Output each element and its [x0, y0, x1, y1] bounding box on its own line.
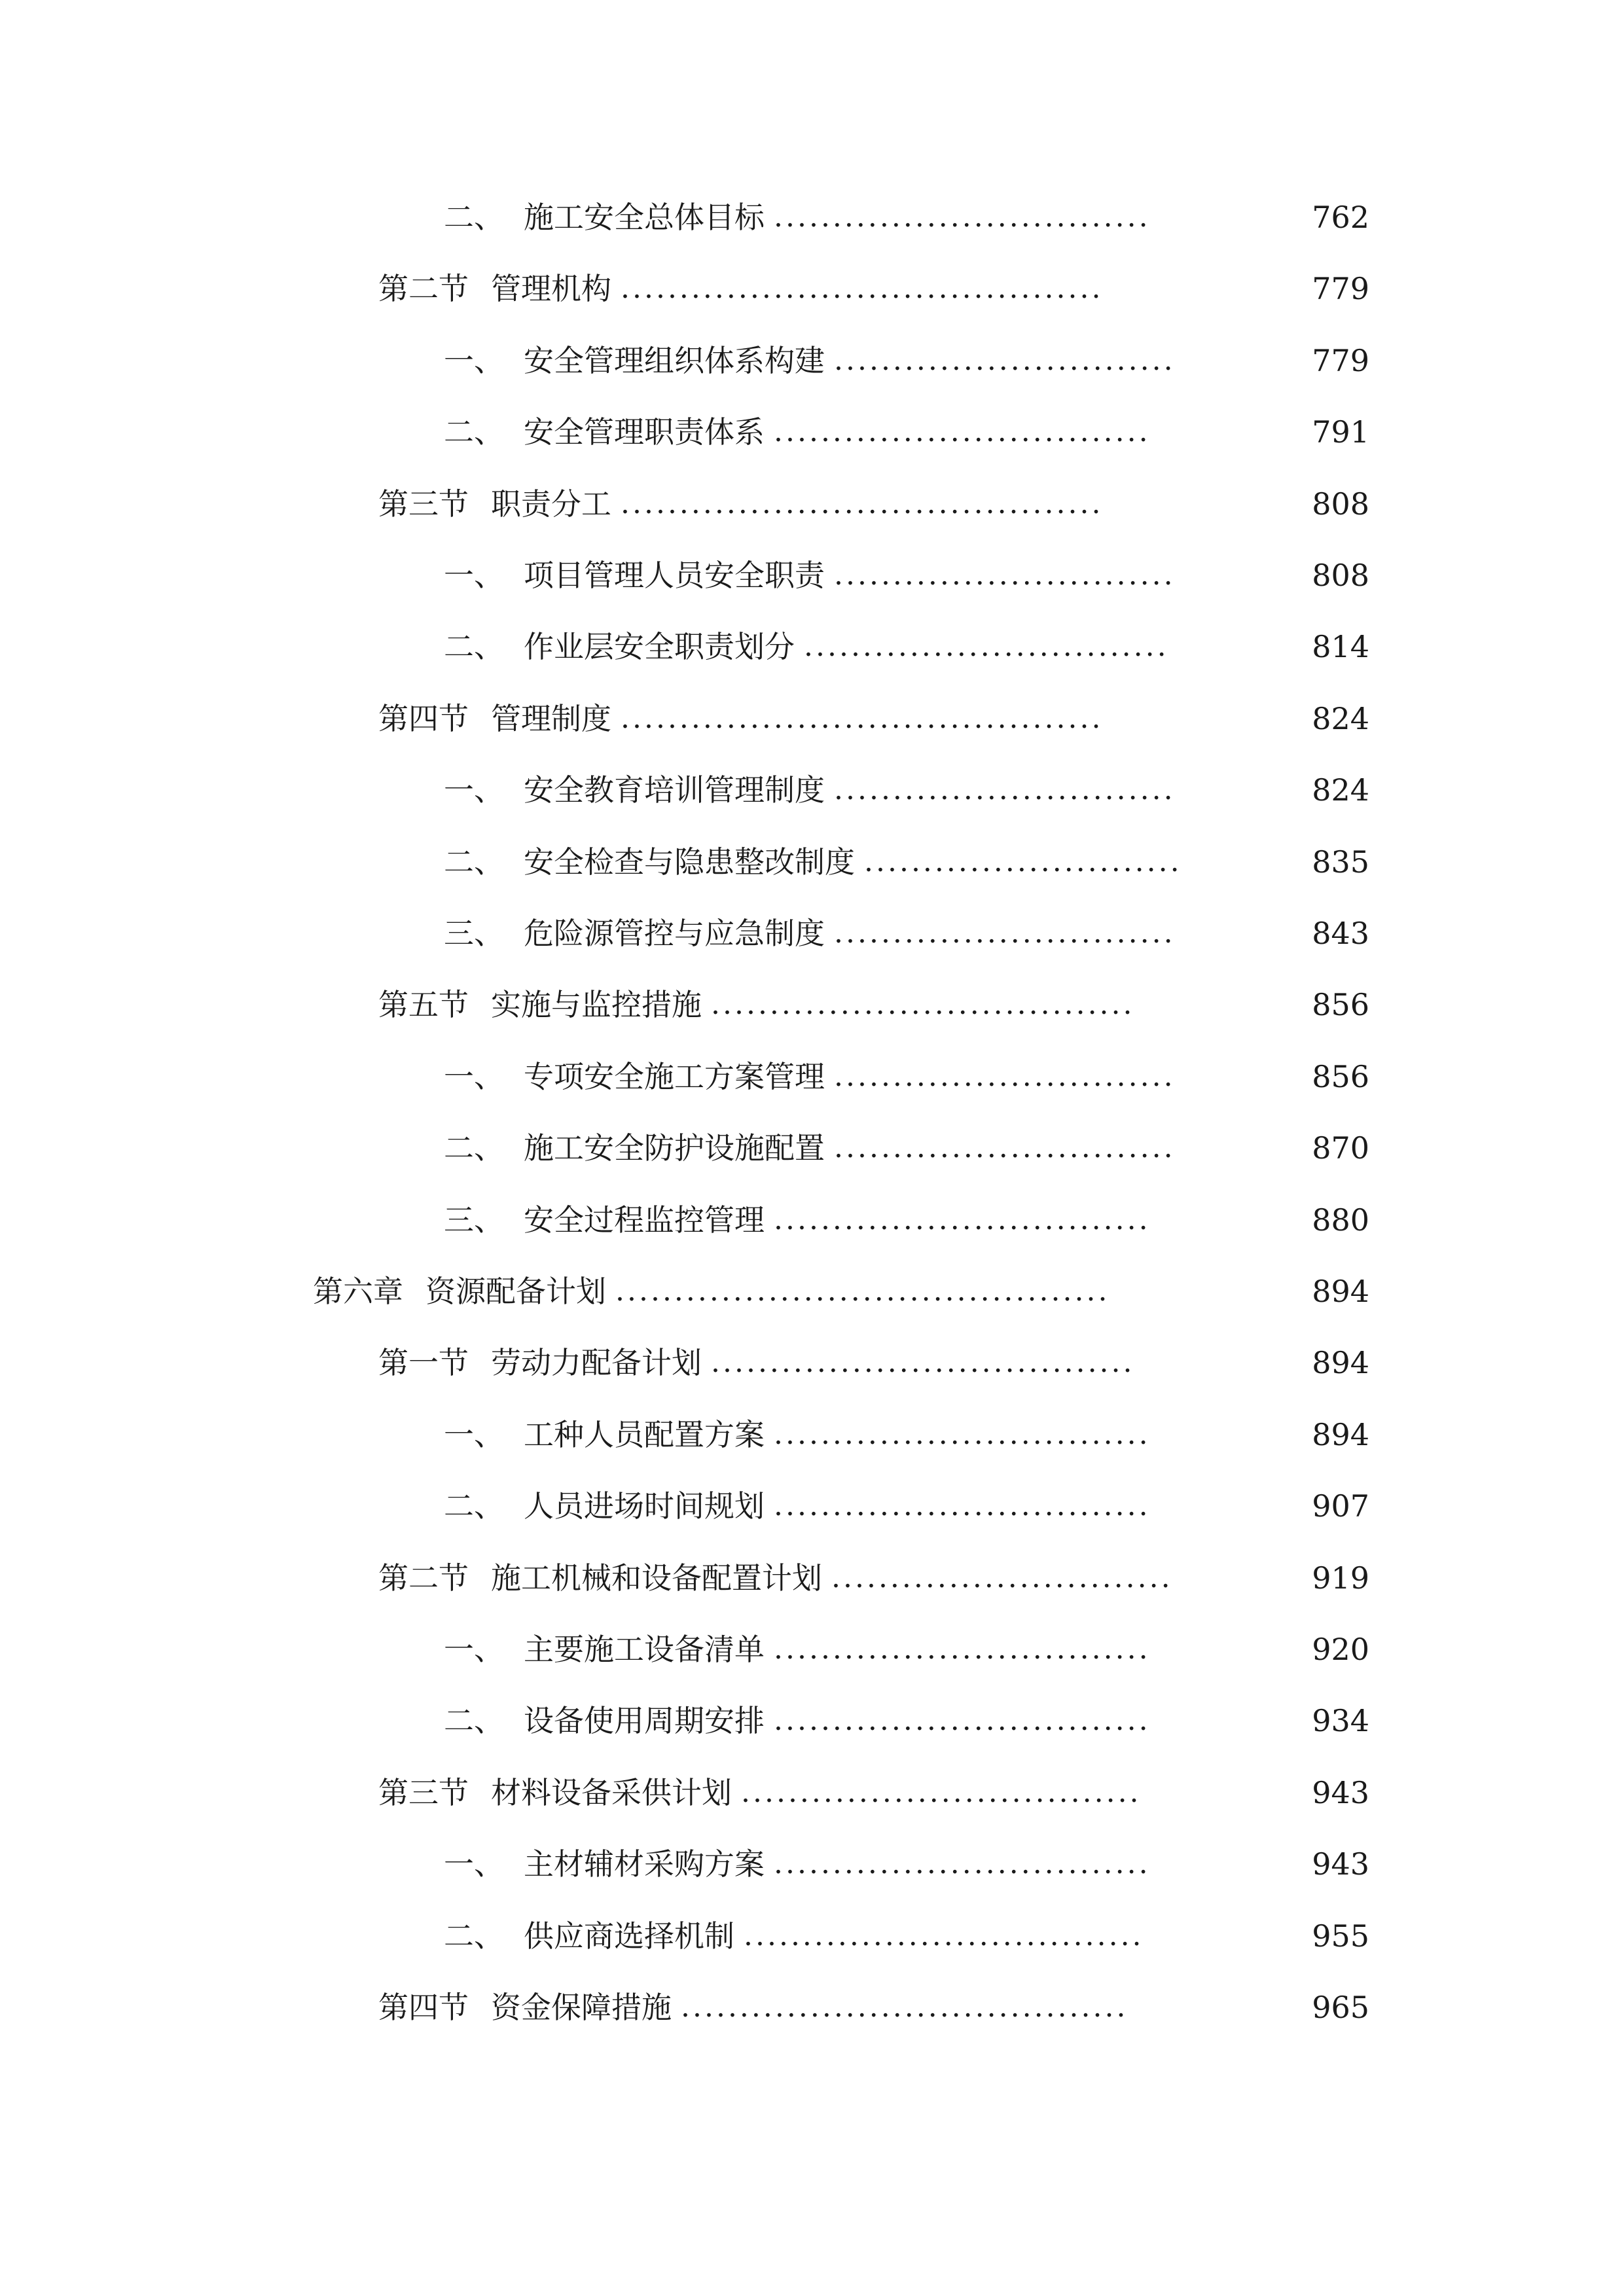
toc-entry-page-number: 808 — [1312, 558, 1369, 593]
toc-entry-prefix: 第三节 — [378, 486, 469, 522]
toc-entry-page-number: 843 — [1312, 916, 1369, 951]
toc-entry[interactable] — [0, 1122, 1624, 1174]
toc-entry[interactable] — [0, 1910, 1624, 1962]
toc-entry-prefix: 一、 — [444, 1417, 504, 1452]
toc-entry-title: 工种人员配置方案 — [524, 1417, 765, 1452]
toc-entry[interactable] — [0, 1552, 1624, 1604]
toc-entry-prefix: 一、 — [444, 1846, 504, 1882]
toc-leader-dots: ................................ — [774, 415, 1151, 448]
toc-entry-page-number: 856 — [1312, 1059, 1369, 1094]
toc-entry-prefix: 一、 — [444, 1632, 504, 1667]
toc-entry[interactable] — [0, 1050, 1624, 1103]
toc-leader-dots: .................................. — [741, 1776, 1142, 1809]
toc-entry[interactable] — [0, 334, 1624, 387]
toc-entry-title: 实施与监控措施 — [491, 987, 702, 1022]
toc-entry-title: 资源配备计划 — [425, 1274, 606, 1309]
toc-entry-page-number: 894 — [1312, 1417, 1369, 1452]
toc-entry-page-number: 762 — [1312, 200, 1369, 235]
toc-entry-title: 安全检查与隐患整改制度 — [524, 844, 855, 880]
toc-entry[interactable] — [0, 1194, 1624, 1246]
toc-entry-prefix: 第四节 — [378, 1990, 469, 2025]
toc-entry[interactable] — [0, 191, 1624, 243]
toc-entry-title: 人员进场时间规划 — [524, 1488, 765, 1524]
toc-leader-dots: ............................. — [834, 1131, 1176, 1164]
toc-entry-prefix: 一、 — [444, 772, 504, 808]
toc-entry-page-number: 824 — [1312, 701, 1369, 736]
toc-entry[interactable] — [0, 549, 1624, 601]
toc-entry-prefix: 二、 — [444, 200, 504, 235]
toc-entry-prefix: 第三节 — [378, 1775, 469, 1810]
toc-entry-page-number: 808 — [1312, 486, 1369, 522]
toc-entry-title: 安全管理组织体系构建 — [524, 343, 825, 378]
toc-entry-prefix: 一、 — [444, 343, 504, 378]
toc-leader-dots: .................................. — [744, 1919, 1144, 1952]
toc-leader-dots: ......................................... — [621, 487, 1104, 520]
toc-entry-title: 材料设备采供计划 — [491, 1775, 732, 1810]
toc-entry[interactable] — [0, 692, 1624, 745]
toc-entry-page-number: 943 — [1312, 1846, 1369, 1882]
toc-entry-prefix: 第五节 — [378, 987, 469, 1022]
toc-leader-dots: ................................ — [774, 1489, 1151, 1522]
toc-entry-prefix: 二、 — [444, 629, 504, 664]
toc-entry-title: 主要施工设备清单 — [524, 1632, 765, 1667]
toc-entry-page-number: 907 — [1312, 1488, 1369, 1524]
toc-entry[interactable] — [0, 1480, 1624, 1532]
toc-entry-page-number: 880 — [1312, 1202, 1369, 1238]
toc-leader-dots: ............................... — [804, 630, 1169, 663]
toc-leader-dots: ........................... — [864, 845, 1182, 878]
toc-leader-dots: ................................ — [774, 1418, 1151, 1451]
toc-entry-prefix: 第四节 — [378, 701, 469, 736]
toc-entry[interactable] — [0, 1838, 1624, 1890]
toc-entry-prefix: 第二节 — [378, 1560, 469, 1596]
toc-entry-title: 设备使用周期安排 — [524, 1703, 765, 1738]
toc-entry-page-number: 779 — [1312, 271, 1369, 306]
toc-entry[interactable] — [0, 1623, 1624, 1676]
toc-leader-dots: .................................... — [711, 1346, 1135, 1379]
toc-entry-title: 危险源管控与应急制度 — [524, 916, 825, 951]
toc-entry-page-number: 934 — [1312, 1703, 1369, 1738]
toc-leader-dots: ......................................... — [621, 702, 1104, 735]
toc-entry-prefix: 二、 — [444, 1703, 504, 1738]
toc-entry[interactable] — [0, 262, 1624, 315]
toc-entry-prefix: 三、 — [444, 1202, 504, 1238]
toc-entry-title: 管理机构 — [491, 271, 611, 306]
toc-entry[interactable] — [0, 1767, 1624, 1819]
toc-entry-page-number: 965 — [1312, 1990, 1369, 2025]
toc-leader-dots: ...................................... — [681, 1990, 1128, 2024]
toc-entry-page-number: 870 — [1312, 1130, 1369, 1166]
toc-entry-title: 安全教育培训管理制度 — [524, 772, 825, 808]
toc-entry-title: 职责分工 — [491, 486, 611, 522]
toc-entry-title: 安全管理职责体系 — [524, 414, 765, 450]
toc-entry-page-number: 920 — [1312, 1632, 1369, 1667]
toc-leader-dots: ............................. — [834, 1060, 1176, 1093]
toc-entry-page-number: 894 — [1312, 1274, 1369, 1309]
toc-entry-prefix: 一、 — [444, 1059, 504, 1094]
toc-entry-title: 作业层安全职责划分 — [524, 629, 795, 664]
toc-entry-page-number: 791 — [1312, 414, 1369, 450]
toc-leader-dots: ............................. — [834, 344, 1176, 377]
toc-leader-dots: ................................ — [774, 1704, 1151, 1737]
toc-entry-prefix: 二、 — [444, 1918, 504, 1954]
toc-entry-title: 施工安全总体目标 — [524, 200, 765, 235]
toc-leader-dots: .................................... — [711, 988, 1135, 1021]
toc-entry[interactable] — [0, 836, 1624, 888]
toc-entry[interactable] — [0, 1981, 1624, 2034]
toc-entry-title: 施工机械和设备配置计划 — [491, 1560, 822, 1596]
toc-entry[interactable] — [0, 978, 1624, 1031]
toc-entry-prefix: 二、 — [444, 1488, 504, 1524]
toc-entry-title: 专项安全施工方案管理 — [524, 1059, 825, 1094]
toc-entry[interactable] — [0, 406, 1624, 458]
toc-entry-title: 主材辅材采购方案 — [524, 1846, 765, 1882]
toc-entry-title: 资金保障措施 — [491, 1990, 672, 2025]
toc-entry-page-number: 835 — [1312, 844, 1369, 880]
toc-entry-prefix: 二、 — [444, 1130, 504, 1166]
toc-leader-dots: ............................. — [834, 773, 1176, 806]
toc-entry-prefix: 三、 — [444, 916, 504, 951]
toc-entry[interactable] — [0, 478, 1624, 530]
toc-entry-page-number: 824 — [1312, 772, 1369, 808]
toc-entry-prefix: 第二节 — [378, 271, 469, 306]
toc-entry-page-number: 943 — [1312, 1775, 1369, 1810]
toc-entry-title: 施工安全防护设施配置 — [524, 1130, 825, 1166]
toc-entry-prefix: 第一节 — [378, 1345, 469, 1380]
toc-entry-prefix: 第六章 — [313, 1274, 403, 1309]
toc-entry[interactable] — [0, 1265, 1624, 1318]
toc-leader-dots: ................................ — [774, 1203, 1151, 1236]
toc-entry[interactable] — [0, 1408, 1624, 1461]
toc-leader-dots: ................................ — [774, 1847, 1151, 1880]
toc-entry-prefix: 二、 — [444, 414, 504, 450]
toc-entry-page-number: 856 — [1312, 987, 1369, 1022]
toc-entry-prefix: 二、 — [444, 844, 504, 880]
toc-entry-page-number: 894 — [1312, 1345, 1369, 1380]
toc-entry-page-number: 814 — [1312, 629, 1369, 664]
toc-leader-dots: ................................ — [774, 1632, 1151, 1666]
toc-entry-prefix: 一、 — [444, 558, 504, 593]
toc-entry-page-number: 779 — [1312, 343, 1369, 378]
toc-leader-dots: ............................. — [834, 558, 1176, 592]
toc-entry[interactable] — [0, 764, 1624, 816]
toc-entry[interactable] — [0, 1336, 1624, 1389]
toc-entry-page-number: 919 — [1312, 1560, 1369, 1596]
toc-entry-title: 管理制度 — [491, 701, 611, 736]
toc-entry[interactable] — [0, 620, 1624, 673]
toc-leader-dots: ......................................... — [621, 272, 1104, 305]
toc-leader-dots: .......................................... — [615, 1274, 1110, 1308]
toc-entry-page-number: 955 — [1312, 1918, 1369, 1954]
toc-entry[interactable] — [0, 1695, 1624, 1747]
toc-entry-title: 供应商选择机制 — [524, 1918, 734, 1954]
toc-entry[interactable] — [0, 907, 1624, 960]
toc-leader-dots: ................................ — [774, 200, 1151, 234]
toc-entry-title: 项目管理人员安全职责 — [524, 558, 825, 593]
toc-entry-title: 劳动力配备计划 — [491, 1345, 702, 1380]
toc-leader-dots: ............................. — [831, 1561, 1173, 1594]
toc-leader-dots: ............................. — [834, 916, 1176, 950]
toc-entry-title: 安全过程监控管理 — [524, 1202, 765, 1238]
